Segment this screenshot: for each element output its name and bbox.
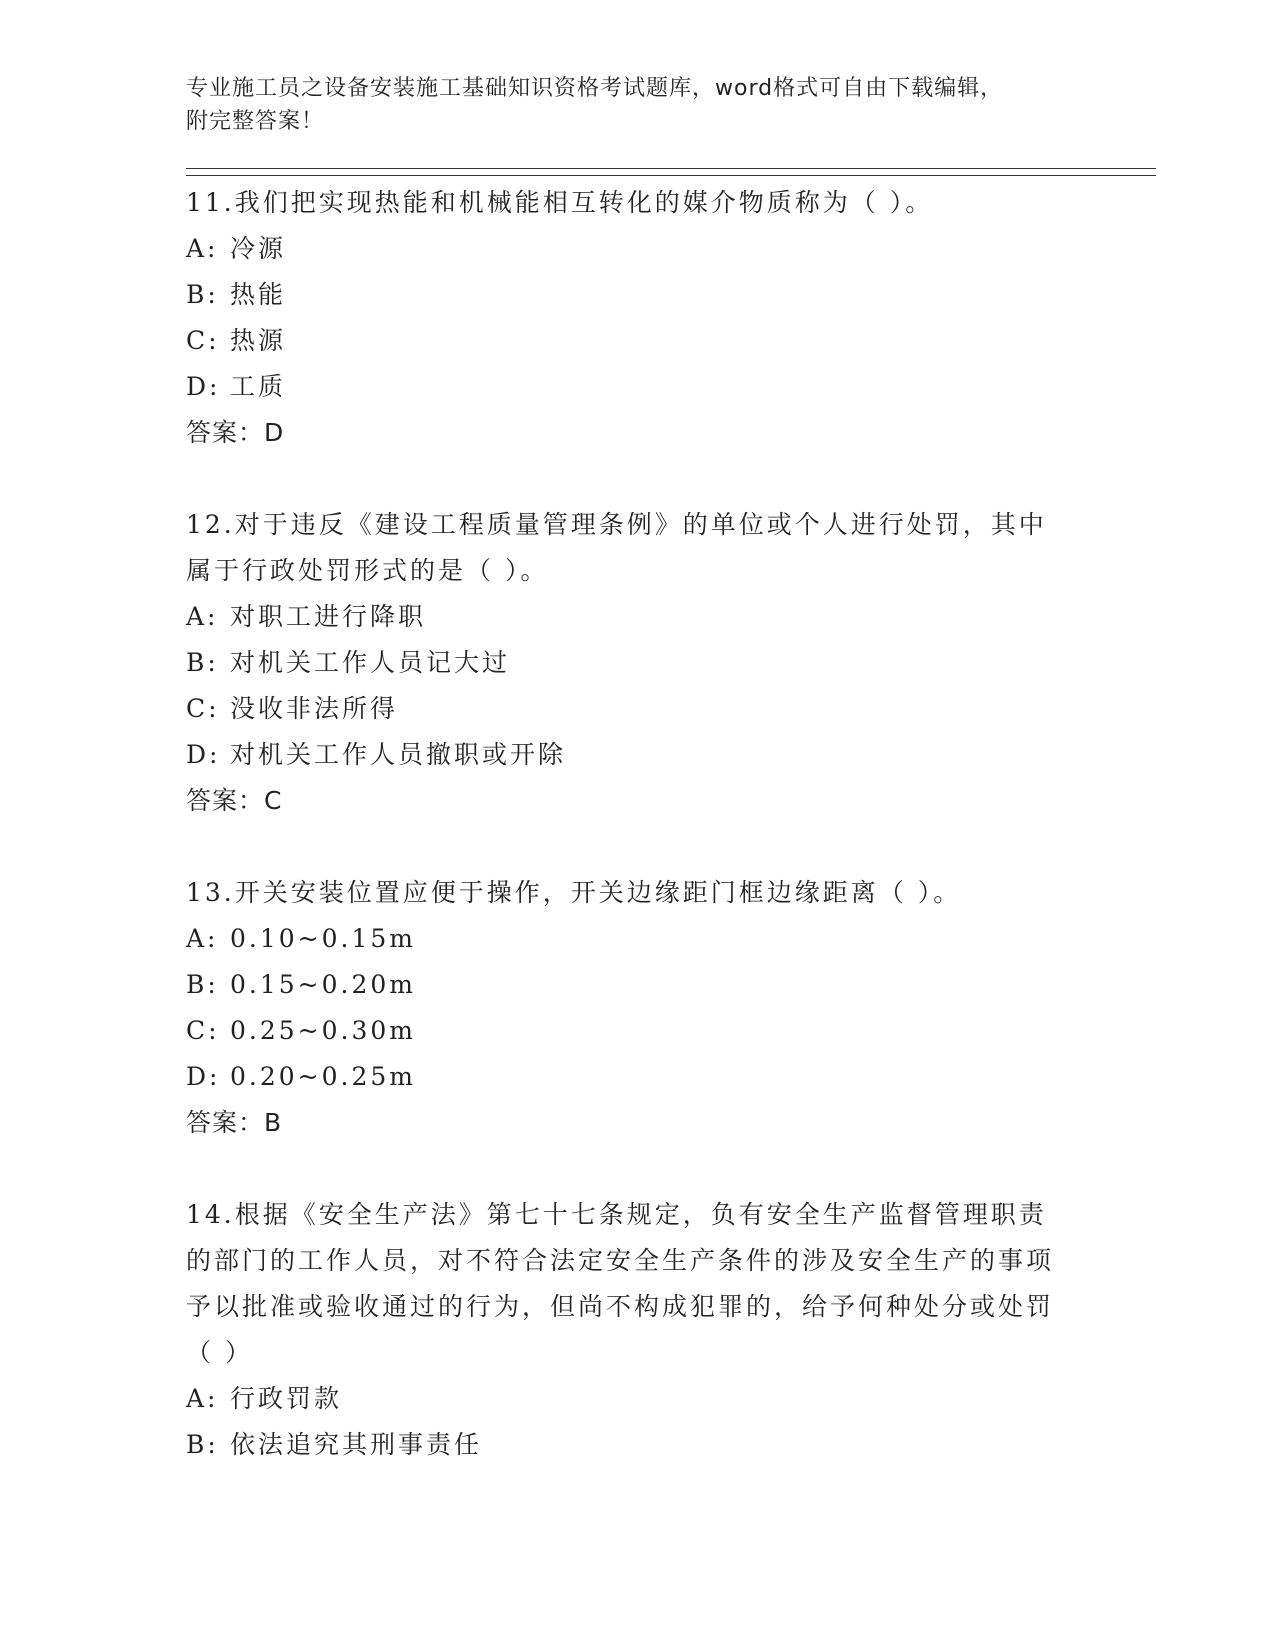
header-divider <box>186 168 1156 176</box>
option-text: 热能 <box>230 280 287 309</box>
option-b <box>186 1422 1156 1468</box>
option-letter: B: <box>186 970 219 999</box>
question-stem: 11.我们把实现热能和机械能相互转化的媒介物质称为（ ）。 <box>186 188 934 217</box>
option-letter: A: <box>186 234 219 263</box>
header-line-2: 附完整答案！ <box>186 109 325 134</box>
question-stem: 14.根据《安全生产法》第七十七条规定，负有安全生产监督管理职责的部门的工作人员，对不符合法定安全生产条件的涉及安全生产的事项予以批准或验收通过的行为，但尚不构成犯罪的，给予何种处分或处罚（ ） <box>186 1200 1055 1367</box>
option-c <box>186 318 1156 364</box>
option-b <box>186 640 1156 686</box>
option-a <box>186 226 1156 272</box>
document-page <box>186 72 1156 1514</box>
option-text: 对机关工作人员撤职或开除 <box>230 740 567 769</box>
option-text: 工质 <box>230 372 287 401</box>
question-stem: 12.对于违反《建设工程质量管理条例》的单位或个人进行处罚，其中属于行政处罚形式的是（ ）。 <box>186 510 1047 585</box>
option-text: 热源 <box>230 326 287 355</box>
option-text: 行政罚款 <box>230 1384 343 1413</box>
option-text: 依法追究其刑事责任 <box>230 1430 483 1459</box>
option-letter: B: <box>186 648 219 677</box>
option-d <box>186 1054 1156 1100</box>
answer-line: 答案：C <box>186 786 283 815</box>
option-text: 0.15~0.20m <box>230 970 416 999</box>
option-d <box>186 364 1156 410</box>
option-text: 0.20~0.25m <box>230 1062 416 1091</box>
option-c <box>186 686 1156 732</box>
option-a <box>186 594 1156 640</box>
option-text: 0.25~0.30m <box>230 1016 416 1045</box>
option-b <box>186 272 1156 318</box>
option-letter: C: <box>186 1016 220 1045</box>
option-letter: A: <box>186 1384 219 1413</box>
option-c <box>186 1008 1156 1054</box>
option-letter: D: <box>186 740 221 769</box>
question-12 <box>186 502 1156 824</box>
question-11 <box>186 180 1156 456</box>
option-letter: C: <box>186 694 220 723</box>
option-letter: D: <box>186 1062 221 1091</box>
question-stem: 13.开关安装位置应便于操作，开关边缘距门框边缘距离（ ）。 <box>186 878 962 907</box>
answer-line: 答案：D <box>186 418 285 447</box>
option-text: 对职工进行降职 <box>230 602 427 631</box>
option-text: 0.10~0.15m <box>230 924 416 953</box>
option-a <box>186 1376 1156 1422</box>
option-a <box>186 916 1156 962</box>
option-b <box>186 962 1156 1008</box>
option-letter: B: <box>186 280 219 309</box>
question-14 <box>186 1192 1156 1468</box>
header-line-1: 专业施工员之设备安装施工基础知识资格考试题库，word格式可自由下载编辑， <box>186 76 1004 101</box>
document-header <box>186 72 1156 138</box>
option-text: 冷源 <box>230 234 287 263</box>
option-letter: A: <box>186 602 219 631</box>
question-list <box>186 180 1156 1468</box>
answer-line: 答案：B <box>186 1108 283 1137</box>
option-letter: A: <box>186 924 219 953</box>
question-13 <box>186 870 1156 1146</box>
option-letter: D: <box>186 372 221 401</box>
option-text: 对机关工作人员记大过 <box>230 648 511 677</box>
option-letter: C: <box>186 326 220 355</box>
option-text: 没收非法所得 <box>230 694 399 723</box>
option-d <box>186 732 1156 778</box>
option-letter: B: <box>186 1430 219 1459</box>
